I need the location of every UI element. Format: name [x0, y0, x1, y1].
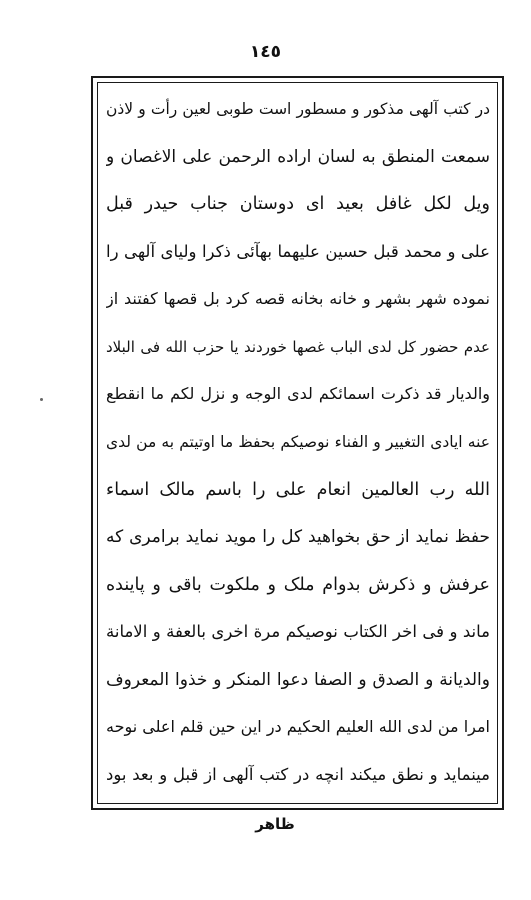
text-line-4: علی و محمد قبل حسین علیهما بهآئی ذکرا ولیای آلهی را [106, 241, 490, 261]
text-line-13: والدیانة و الصدق و الصفا دعوا المنکر و خذوا المعروف [106, 669, 490, 690]
page-number: ١٤٥ [249, 42, 282, 62]
text-line-8: عنه ایادی التغییر و الفناء نوصیکم بحفظ ما اوتیتم به من لدی [106, 432, 490, 451]
text-line-7: والدیار قد ذکرت اسمائکم لدی الوجه و نزل لکم ما انقطع [106, 384, 490, 404]
text-line-12: ماند و فی اخر الکتاب نوصیکم مرة اخری بالعفة و الامانة [106, 622, 490, 642]
text-line-5: نموده شهر بشهر و خانه بخانه قصه کرد بل قصها کفتند از [106, 289, 490, 309]
manuscript-text-block [106, 92, 490, 792]
text-line-1: در کتب آلهی مذکور و مسطور است طوبی لعین رأت و لاذن [106, 100, 490, 118]
catchword: ظاهر [255, 815, 295, 833]
text-line-6: عدم حضور کل لدی الباب غصها خوردند یا حزب الله فی البلاد [106, 337, 490, 356]
text-line-3: ویل لکل غافل بعید ای دوستان جناب حیدر قبل [106, 194, 490, 215]
text-line-15: مینماید و نطق میکند انچه در کتب آلهی از قبل و بعد بود [106, 764, 490, 784]
margin-speck [40, 398, 43, 401]
text-line-2: سمعت المنطق به لسان اراده الرحمن علی الاغصان و [106, 146, 490, 167]
text-line-9: الله رب العالمین انعام علی را باسم مالک اسماء [106, 479, 490, 500]
text-line-14: امرا من لدی الله العلیم الحکیم در این حین قلم اعلی نوحه [106, 717, 490, 737]
text-line-10: حفظ نماید از حق بخواهید کل را موید نماید برامری که [106, 527, 490, 548]
text-line-11: عرفش و ذکرش بدوام ملک و ملکوت باقی و پاینده [106, 574, 490, 595]
